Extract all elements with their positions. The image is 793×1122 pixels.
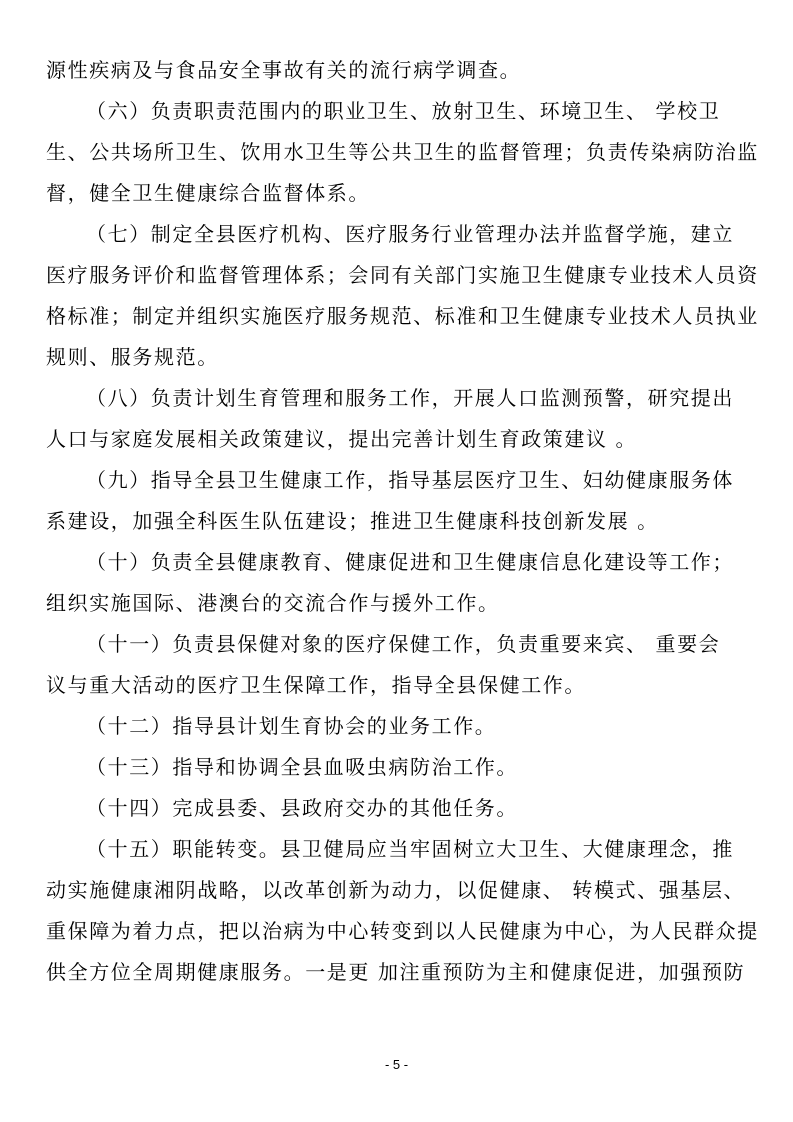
text-line-19: （十四）完成县委、县政府交办的其他任务。 [86,796,518,820]
text-line-11: （九）指导全县卫生健康工作，指导基层医疗卫生、妇幼健康服务体 [86,468,734,492]
text-line-7: 格标准；制定并组织实施医疗服务规范、标准和卫生健康专业技术人员执业 [46,304,759,328]
page-number: - 5 - [384,1057,409,1072]
text-line-6: 医疗服务评价和监督管理体系；会同有关部门实施卫生健康专业技术人员资 [46,263,759,287]
text-line-12: 系建设，加强全科医生队伍建设；推进卫生健康科技创新发展 。 [46,509,659,533]
text-line-22: 重保障为着力点，把以治病为中心转变到以人民健康为中心，为人民群众提 [46,919,759,943]
text-line-18: （十三）指导和协调全县血吸虫病防治工作。 [86,755,518,779]
text-line-1: 源性疾病及与食品安全事故有关的流行病学调查。 [46,58,522,82]
text-line-10: 人口与家庭发展相关政策建议，提出完善计划生育政策建议 。 [46,427,638,451]
text-line-14: 组织实施国际、港澳台的交流合作与援外工作。 [46,591,500,615]
document-body [46,50,759,993]
text-line-17: （十二）指导县计划生育协会的业务工作。 [86,714,497,738]
text-line-16: 议与重大活动的医疗卫生保障工作，指导全县保健工作。 [46,673,586,697]
text-line-9: （八）负责计划生育管理和服务工作，开展人口监测预警，研究提出 [86,386,734,410]
text-line-23: 供全方位全周期健康服务。一是更 加注重预防为主和健康促进，加强预防 [46,960,746,984]
text-line-13: （十）负责全县健康教育、健康促进和卫生健康信息化建设等工作； [86,550,734,574]
text-line-20: （十五）职能转变。县卫健局应当牢固树立大卫生、大健康理念，推 [86,837,734,861]
text-line-2: （六）负责职责范围内的职业卫生、放射卫生、环境卫生、 学校卫 [86,99,721,123]
text-line-3: 生、公共场所卫生、饮用水卫生等公共卫生的监督管理；负责传染病防治监 [46,140,759,164]
text-line-15: （十一）负责县保健对象的医疗保健工作，负责重要来宾、 重要会 [86,632,721,656]
text-line-8: 规则、服务规范。 [46,345,219,369]
text-line-5: （七）制定全县医疗机构、医疗服务行业管理办法并监督学施，建立 [86,222,734,246]
text-line-4: 督，健全卫生健康综合监督体系。 [46,181,370,205]
text-line-21: 动实施健康湘阴战略，以改革创新为动力，以促健康、 转模式、强基层、 [46,878,746,902]
